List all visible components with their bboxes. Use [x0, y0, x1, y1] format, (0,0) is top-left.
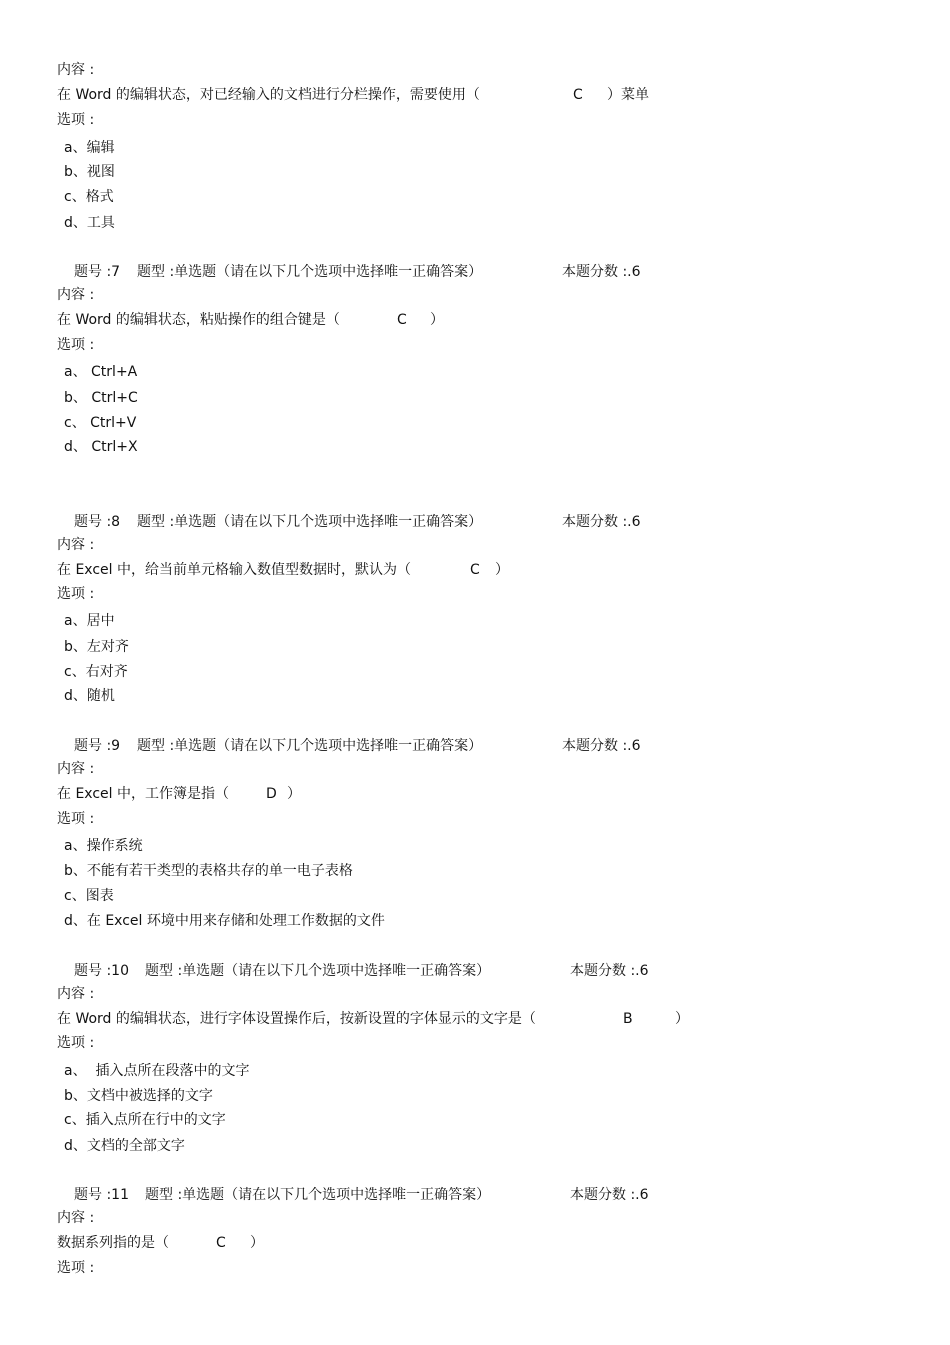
answer-letter: C	[573, 87, 583, 103]
option-item: a、操作系统	[64, 838, 143, 854]
option-item: b、左对齐	[64, 639, 129, 655]
content-label: 内容 :	[57, 287, 95, 303]
options-label: 选项 :	[57, 586, 95, 602]
option-item: d、工具	[64, 215, 115, 231]
question-text-suffix: ）	[675, 1011, 689, 1027]
question-number: 题号 :9	[74, 738, 121, 754]
options-label: 选项 :	[57, 112, 95, 128]
answer-letter: D	[266, 786, 277, 802]
option-item: a、 插入点所在段落中的文字	[64, 1063, 250, 1079]
question-type: 题型 :单选题（请在以下几个选项中选择唯一正确答案）	[137, 738, 483, 754]
question-number: 题号 :10	[74, 963, 129, 979]
question-number: 题号 :7	[74, 264, 121, 280]
option-item: d、在 Excel 环境中用来存储和处理工作数据的文件	[64, 913, 385, 929]
option-item: c、右对齐	[64, 664, 128, 680]
option-item: c、 Ctrl+V	[64, 415, 137, 431]
content-label: 内容 :	[57, 986, 95, 1002]
answer-letter: C	[470, 562, 480, 578]
answer-letter: C	[216, 1235, 226, 1251]
question-type: 题型 :单选题（请在以下几个选项中选择唯一正确答案）	[145, 963, 491, 979]
option-item: a、编辑	[64, 140, 115, 156]
question-type: 题型 :单选题（请在以下几个选项中选择唯一正确答案）	[137, 264, 483, 280]
question-type: 题型 :单选题（请在以下几个选项中选择唯一正确答案）	[137, 514, 483, 530]
options-label: 选项 :	[57, 1035, 95, 1051]
option-item: b、视图	[64, 164, 115, 180]
question-text: 在 Word 的编辑状态，对已经输入的文档进行分栏操作，需要使用（	[57, 87, 480, 103]
question-number: 题号 :11	[74, 1187, 129, 1203]
content-label: 内容 :	[57, 1210, 95, 1226]
question-score: 本题分数 :.6	[570, 963, 649, 979]
question-score: 本题分数 :.6	[570, 1187, 649, 1203]
option-item: a、居中	[64, 613, 115, 629]
content-label: 内容 :	[57, 537, 95, 553]
option-item: d、文档的全部文字	[64, 1138, 185, 1154]
option-item: b、文档中被选择的文字	[64, 1088, 213, 1104]
question-score: 本题分数 :.6	[562, 514, 641, 530]
question-text: 在 Excel 中，工作簿是指（	[57, 786, 229, 802]
options-label: 选项 :	[57, 1260, 95, 1276]
question-text-suffix: ）	[287, 786, 301, 802]
question-text-suffix: ）	[495, 562, 509, 578]
question-text: 在 Excel 中，给当前单元格输入数值型数据时，默认为（	[57, 562, 411, 578]
option-item: a、 Ctrl+A	[64, 364, 138, 380]
options-label: 选项 :	[57, 811, 95, 827]
question-score: 本题分数 :.6	[562, 738, 641, 754]
option-item: d、 Ctrl+X	[64, 439, 138, 455]
question-score: 本题分数 :.6	[562, 264, 641, 280]
option-item: b、不能有若干类型的表格共存的单一电子表格	[64, 863, 353, 879]
question-text-suffix: ）	[250, 1235, 264, 1251]
answer-letter: C	[397, 312, 407, 328]
option-item: b、 Ctrl+C	[64, 390, 138, 406]
question-text: 数据系列指的是（	[57, 1235, 169, 1251]
options-label: 选项 :	[57, 337, 95, 353]
option-item: c、格式	[64, 189, 114, 205]
question-text: 在 Word 的编辑状态，进行字体设置操作后，按新设置的字体显示的文字是（	[57, 1011, 536, 1027]
answer-letter: B	[623, 1011, 633, 1027]
option-item: c、图表	[64, 888, 114, 904]
question-number: 题号 :8	[74, 514, 121, 530]
question-text-suffix: ）	[430, 312, 444, 328]
content-label: 内容 :	[57, 62, 95, 78]
question-type: 题型 :单选题（请在以下几个选项中选择唯一正确答案）	[145, 1187, 491, 1203]
question-text: 在 Word 的编辑状态，粘贴操作的组合键是（	[57, 312, 340, 328]
content-label: 内容 :	[57, 761, 95, 777]
option-item: c、插入点所在行中的文字	[64, 1112, 226, 1128]
option-item: d、随机	[64, 688, 115, 704]
question-text-suffix: ）菜单	[607, 87, 649, 103]
